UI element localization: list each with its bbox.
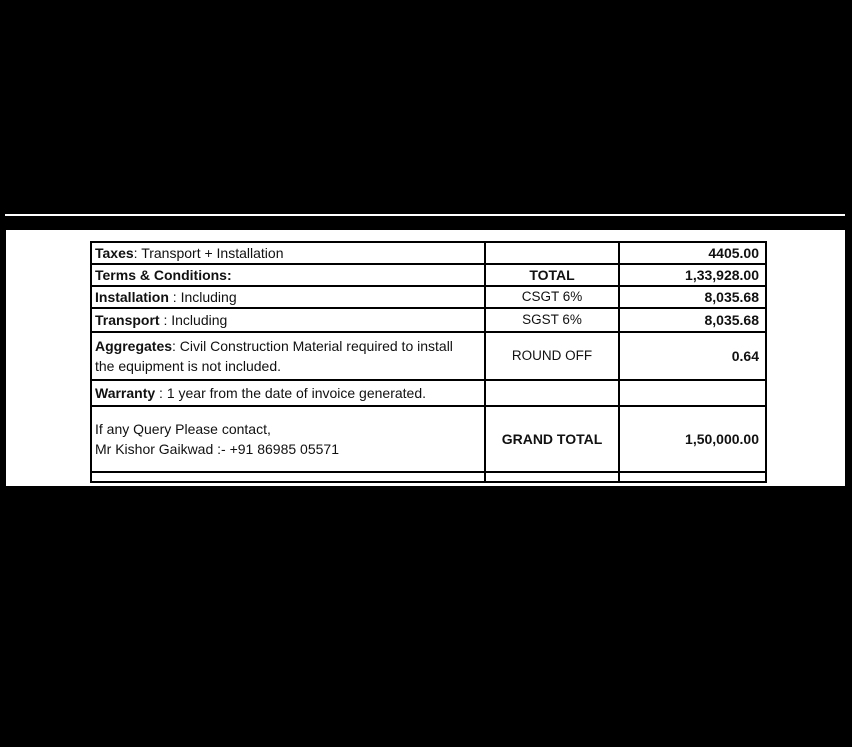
warranty-text: : 1 year from the date of invoice generated. xyxy=(155,385,426,401)
table-row-grand-total xyxy=(91,406,766,472)
query-contact-cell xyxy=(91,406,485,472)
total-value: 1,33,928.00 xyxy=(619,264,766,286)
table-row-sgst xyxy=(91,308,766,332)
warranty-label: Warranty xyxy=(95,385,156,401)
aggregates-label: Aggregates xyxy=(95,338,173,354)
terms-label-cell xyxy=(91,264,485,286)
csgt-value: 8,035.68 xyxy=(619,286,766,308)
taxes-label-cell xyxy=(91,242,485,264)
aggregates-text: : Civil Construction Material required to install xyxy=(172,338,453,354)
table-row-taxes xyxy=(91,242,766,264)
aggregates-label-cell xyxy=(91,332,485,380)
table-row-next xyxy=(91,472,766,482)
grand-total-label-text: GRAND TOTAL xyxy=(501,431,603,447)
top-divider-line xyxy=(5,214,845,216)
round-off-value: 0.64 xyxy=(619,332,766,380)
invoice-sheet xyxy=(6,230,845,486)
table-row-warranty xyxy=(91,380,766,406)
taxes-text: : Transport + Installation xyxy=(133,245,284,261)
round-off-label: ROUND OFF xyxy=(485,332,619,380)
terms-label: Terms & Conditions: xyxy=(95,267,232,283)
aggregates-text-line2: the equipment is not included. xyxy=(95,358,282,374)
warranty-label-cell xyxy=(91,380,485,406)
table-row-csgt xyxy=(91,286,766,308)
grand-total-label xyxy=(485,406,619,472)
table-row-round-off xyxy=(91,332,766,380)
total-label xyxy=(485,264,619,286)
grand-total-value: 1,50,000.00 xyxy=(619,406,766,472)
transport-label: Transport xyxy=(95,312,160,328)
next-row-cell-2 xyxy=(485,472,619,482)
transport-label-cell xyxy=(91,308,485,332)
table-row-total xyxy=(91,264,766,286)
installation-label: Installation xyxy=(95,289,169,305)
contact-text: Mr Kishor Gaikwad :- +91 86985 05571 xyxy=(95,441,339,457)
transport-text: : Including xyxy=(159,312,228,328)
taxes-label: Taxes xyxy=(95,245,134,261)
total-label-text: TOTAL xyxy=(529,267,575,283)
query-text: If any Query Please contact, xyxy=(95,421,271,437)
invoice-summary-table xyxy=(90,241,767,483)
next-row-cell-3 xyxy=(619,472,766,482)
next-row-cell-1 xyxy=(91,472,485,482)
taxes-middle-cell xyxy=(485,242,619,264)
sgst-value: 8,035.68 xyxy=(619,308,766,332)
warranty-middle-cell xyxy=(485,380,619,406)
csgt-label: CSGT 6% xyxy=(485,286,619,308)
sgst-label: SGST 6% xyxy=(485,308,619,332)
warranty-value-cell xyxy=(619,380,766,406)
taxes-value: 4405.00 xyxy=(619,242,766,264)
installation-text: : Including xyxy=(168,289,237,305)
installation-label-cell xyxy=(91,286,485,308)
